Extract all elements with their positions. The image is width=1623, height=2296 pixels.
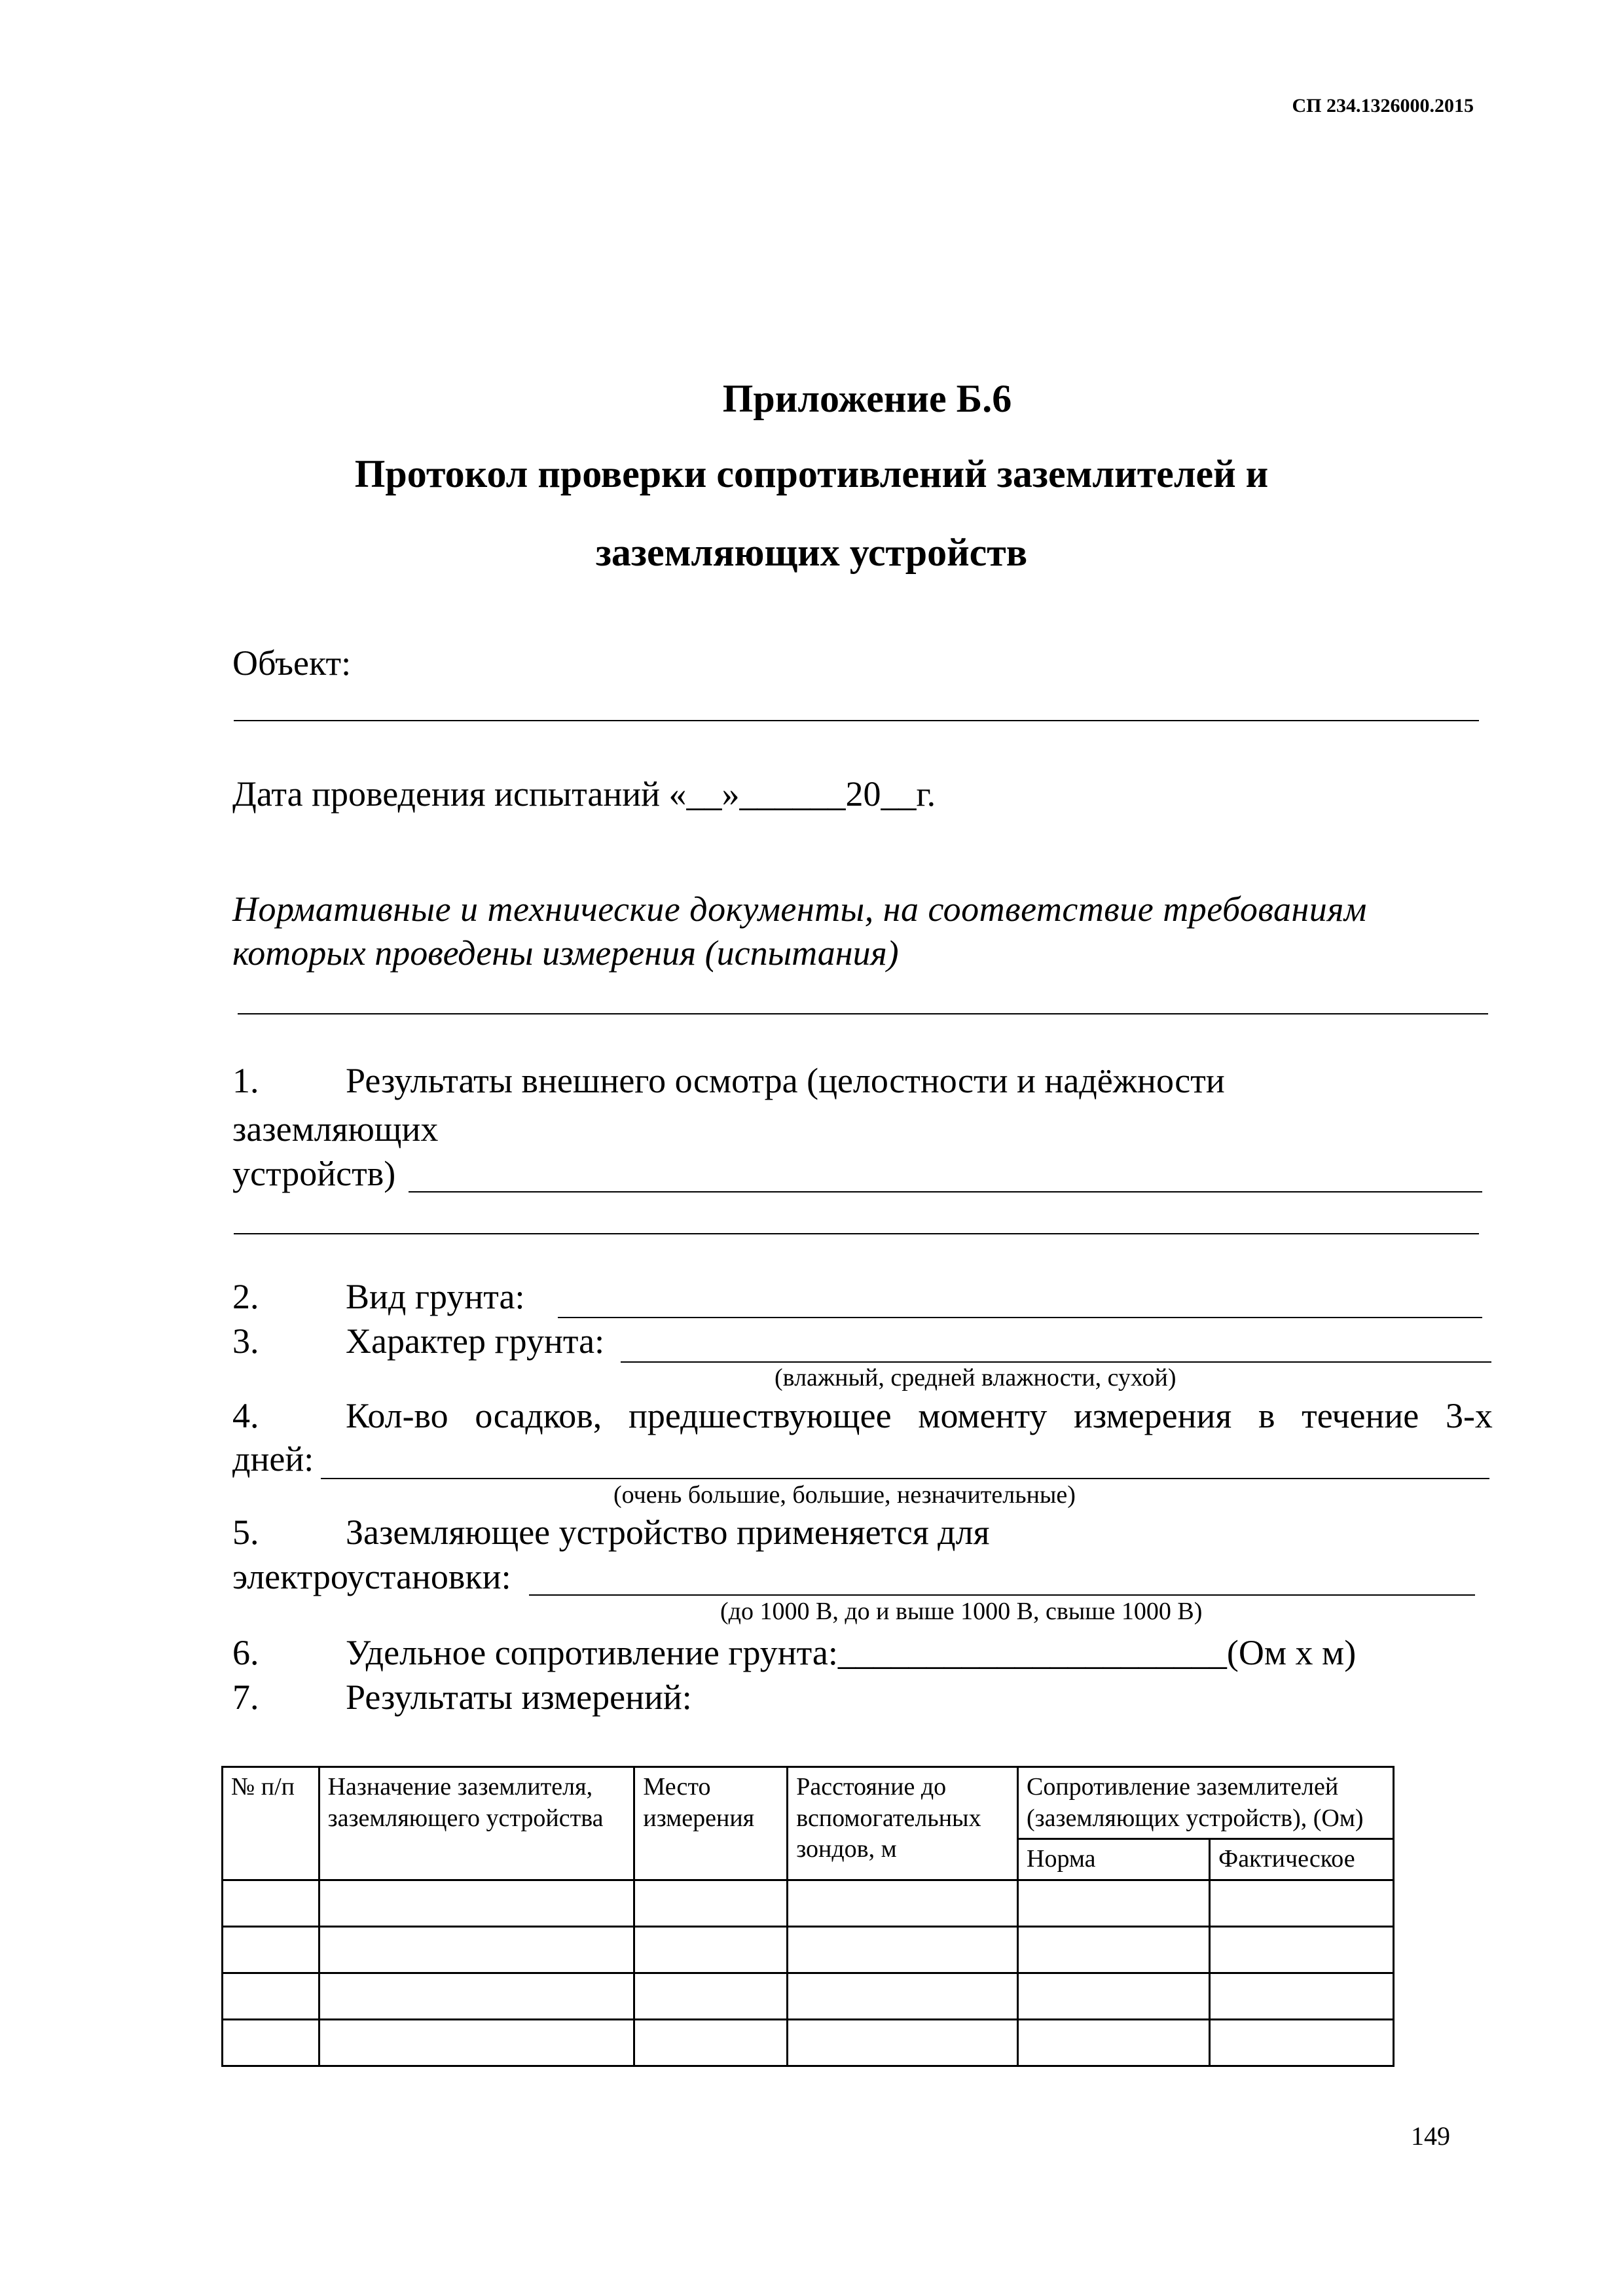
installation-field-line[interactable] [529, 1594, 1475, 1596]
item-3-note: (влажный, средней влажности, сухой) [775, 1364, 1176, 1391]
document-code: СП 234.1326000.2015 [1292, 95, 1474, 117]
table-cell[interactable] [1210, 1926, 1394, 1973]
header-norm: Норма [1018, 1839, 1210, 1880]
object-field-line[interactable] [234, 720, 1479, 721]
appendix-title: Приложение Б.6 [722, 377, 1012, 420]
item-1-text-cont: заземляющих [232, 1109, 439, 1149]
precipitation-field-line[interactable] [321, 1478, 1489, 1479]
table-cell[interactable] [319, 1926, 634, 1973]
table-cell[interactable] [634, 1926, 788, 1973]
table-cell[interactable] [223, 1926, 319, 1973]
item-1-field-line-2[interactable] [234, 1233, 1479, 1234]
table-cell[interactable] [1210, 1880, 1394, 1926]
soil-character-field-line[interactable] [621, 1361, 1491, 1363]
table-cell[interactable] [788, 1926, 1018, 1973]
item-6-number: 6. [232, 1633, 259, 1672]
test-date-label: Дата проведения испытаний «__»______20__г. [232, 774, 936, 814]
normative-docs-line1: Нормативные и технические документы, на соответствие требованиям [232, 889, 1367, 929]
table-header-row [223, 1767, 1394, 1839]
table-cell[interactable] [634, 1973, 788, 2019]
item-6-text: Удельное сопротивление грунта:______________________(Ом х м) [346, 1633, 1357, 1672]
item-4-number: 4. [232, 1396, 259, 1435]
table-row [223, 1880, 1394, 1926]
table-cell[interactable] [223, 2019, 319, 2066]
item-2-number: 2. [232, 1277, 259, 1316]
table-cell[interactable] [1210, 1973, 1394, 2019]
soil-type-field-line[interactable] [558, 1317, 1482, 1318]
header-actual: Фактическое [1210, 1839, 1394, 1880]
item-7-number: 7. [232, 1677, 259, 1717]
table-cell[interactable] [1018, 2019, 1210, 2066]
table-cell[interactable] [319, 1973, 634, 2019]
item-5-text-cont: электроустановки: [232, 1557, 511, 1596]
table-cell[interactable] [223, 1880, 319, 1926]
table-row [223, 1926, 1394, 1973]
table-cell[interactable] [634, 1880, 788, 1926]
table-row [223, 2019, 1394, 2066]
item-4-text-cont: дней: [232, 1439, 314, 1479]
object-label: Объект: [232, 643, 352, 683]
table-cell[interactable] [634, 2019, 788, 2066]
item-5-number: 5. [232, 1513, 259, 1552]
table-row [223, 1973, 1394, 2019]
item-7-text: Результаты измерений: [346, 1677, 692, 1717]
item-5-text: Заземляющее устройство применяется для [346, 1513, 990, 1552]
item-5-note: (до 1000 В, до и выше 1000 В, свыше 1000 В) [720, 1598, 1203, 1625]
header-place: Место измерения [634, 1767, 788, 1880]
protocol-title-line1: Протокол проверки сопротивлений заземлителей и [354, 452, 1269, 495]
table-cell[interactable] [1018, 1880, 1210, 1926]
item-1-text: Результаты внешнего осмотра (целостности и надёжности [346, 1061, 1225, 1100]
page-number: 149 [1411, 2121, 1450, 2151]
normative-docs-field-line[interactable] [238, 1013, 1488, 1014]
table-cell[interactable] [319, 2019, 634, 2066]
table-cell[interactable] [223, 1973, 319, 2019]
header-purpose: Назначение заземлителя, заземляющего устройства [319, 1767, 634, 1880]
item-2-text: Вид грунта: [346, 1277, 525, 1316]
normative-docs-line2: которых проведены измерения (испытания) [232, 933, 899, 973]
measurement-results-table [221, 1766, 1395, 2067]
table-cell[interactable] [788, 1880, 1018, 1926]
item-3-text: Характер грунта: [346, 1321, 605, 1361]
header-distance: Расстояние до вспомогательных зондов, м [788, 1767, 1018, 1880]
item-1-number: 1. [232, 1061, 259, 1100]
table-cell[interactable] [1018, 1973, 1210, 2019]
table-cell[interactable] [319, 1880, 634, 1926]
table-cell[interactable] [1018, 1926, 1210, 1973]
item-1-text-cont2: устройств) [232, 1154, 396, 1193]
item-1-field-line[interactable] [409, 1191, 1482, 1193]
item-4-note: (очень большие, большие, незначительные) [613, 1481, 1076, 1509]
header-resistance: Сопротивление заземлителей (заземляющих устройств), (Ом) [1018, 1767, 1394, 1839]
table-cell[interactable] [788, 1973, 1018, 2019]
item-4-text: Кол-во осадков, предшествующее моменту измерения в течение 3-х [346, 1396, 1493, 1435]
item-3-number: 3. [232, 1321, 259, 1361]
protocol-title-line2: заземляющих устройств [595, 531, 1028, 574]
table-cell[interactable] [788, 2019, 1018, 2066]
table-cell[interactable] [1210, 2019, 1394, 2066]
header-num: № п/п [223, 1767, 319, 1880]
